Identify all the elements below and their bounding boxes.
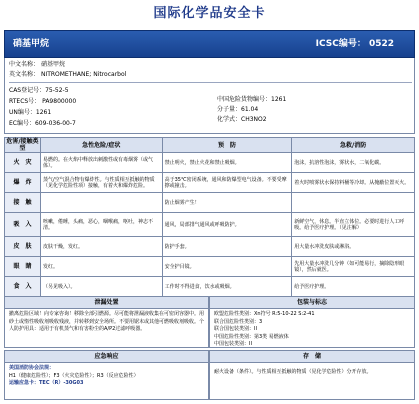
- hazard-category: 火 灾: [5, 153, 41, 173]
- col-header-type: 危害/接触类型: [6, 138, 39, 153]
- un-packing-group: 联合国包装类别：II: [214, 326, 257, 332]
- hazard-symptoms: （另见吸入）。: [40, 277, 162, 297]
- hazard-row-inhalation: [5, 213, 415, 237]
- hazard-symptoms: 皮肤干燥，发红。: [40, 237, 162, 257]
- col-header-symptoms: 急性危险/症状: [40, 138, 162, 153]
- hazard-first-aid: 用大量水冲洗皮肤或淋浴。: [292, 237, 415, 257]
- hazard-category: 接 触: [5, 193, 41, 213]
- spill-section: [4, 296, 209, 348]
- packaging-section: [209, 296, 415, 348]
- hazard-category: 吸 入: [5, 213, 41, 237]
- hazard-category: 皮 肤: [5, 237, 41, 257]
- hazard-row-eyes: [5, 257, 415, 277]
- en-name-label: 英文名称：: [9, 71, 40, 78]
- hazard-category: 爆 炸: [5, 173, 41, 193]
- col-header-first-aid: 急救/消防: [292, 138, 415, 153]
- hazard-symptoms: 咳嗽，倦睡，头痛，恶心，咽喉痛，呕吐，神志不清。: [40, 213, 162, 237]
- cn-danger-number: 中国危险货物编号：1261: [217, 96, 287, 103]
- hazard-prevention: 通风，局部排气通风或呼吸防护。: [162, 213, 292, 237]
- title-bar: [4, 30, 415, 58]
- cn-packing-group: 中国包装类别：II: [214, 341, 252, 347]
- eu-classification: 欧盟危险性类别：Xn符号 R:5-10-22 S:2-41: [214, 311, 315, 317]
- en-name-row: [9, 71, 126, 78]
- molecular-weight: 分子量：61.04: [217, 106, 259, 113]
- nfpa-ratings: H1（健康危险性）；F3（火灾危险性）；R3（反应危险性）: [9, 372, 139, 379]
- un-number: UN编号：1261: [9, 109, 52, 116]
- hazard-prevention: 防护手套。: [162, 237, 292, 257]
- hazard-row-skin: [5, 237, 415, 257]
- packaging-body: [210, 309, 414, 351]
- nfpa-label: 美国消防协会法规：: [9, 365, 55, 371]
- col-header-prevention: 预 防: [162, 138, 292, 153]
- hazard-row-exposure: [5, 193, 415, 213]
- chemical-name: 硝基甲烷: [13, 39, 50, 49]
- hazard-symptoms: [40, 193, 162, 213]
- emergency-title: 应急响应: [5, 351, 208, 363]
- storage-section: [209, 350, 415, 400]
- hazard-symptoms: 易燃的。在火焰中释放出刺激性或有毒烟雾（或气体）。: [40, 153, 162, 173]
- cn-name-label: 中文名称：: [9, 61, 40, 68]
- cas-number: CAS登记号：75-52-5: [9, 87, 69, 94]
- hazard-header-row: [5, 138, 415, 153]
- chemical-formula: 化学式：CH3NO2: [217, 116, 267, 123]
- hazard-table: [4, 137, 415, 297]
- cn-name-value: 硝基甲烷: [40, 61, 65, 68]
- cn-classification: 中国危险性类别：第3类 易燃液体: [214, 333, 289, 340]
- storage-title: 存 储: [210, 351, 414, 363]
- hazard-row-ingestion: [5, 277, 415, 297]
- storage-text: 耐火设备（条件）。与性质相互抵触的物质（见化学危险性）分开存放。: [214, 369, 372, 375]
- emergency-body: [5, 363, 208, 390]
- rtecs-number: RTECS号： PA9800000: [9, 98, 77, 105]
- hazard-row-fire: [5, 153, 415, 173]
- hazard-first-aid: 先用大量水冲洗几分钟（如可能易行，摘除隐形眼镜），然后就医。: [292, 257, 415, 277]
- en-name-value: NITROMETHANE; Nitrocarbol: [40, 71, 127, 78]
- spill-text: 撤离危险区域！向专家咨询！移除全部引燃源。尽可能将泄漏液收集在可密闭容器中。用砂土或惰性吸收剂吸收残液，并转移到安全场所。不要用锯末或其他可燃吸收剂吸收。个人防护用具：适用于有机蒸气和有害粉尘的A/P2过滤呼吸器。: [9, 311, 205, 332]
- hazard-first-aid: 新鲜空气，休息。半直立体位。必要时进行人工呼吸。给予医疗护理。（见注解）: [292, 213, 415, 237]
- hazard-category: 眼 睛: [5, 257, 41, 277]
- un-classification: 联合国危险性类别：3: [214, 318, 263, 325]
- hazard-first-aid: 着火时喷雾状水保持料桶等冷却。从掩蔽位置灭火。: [292, 173, 415, 193]
- hazard-prevention: 安全护目镜。: [162, 257, 292, 277]
- hazard-category: 食 入: [5, 277, 41, 297]
- hazard-row-explosion: [5, 173, 415, 193]
- hazard-first-aid: 泡沫，抗溶性泡沫，雾状水，二氧化碳。: [292, 153, 415, 173]
- packaging-title: 包装与标志: [210, 297, 414, 309]
- hazard-prevention: 工作时不得进食，饮水或吸烟。: [162, 277, 292, 297]
- transport-card: 运输应急卡：TEC（R）-30G03: [9, 380, 84, 386]
- hazard-prevention: 高于35℃密闭系统，通风和防爆型电气设备。不要受摩擦或撞击。: [162, 173, 292, 193]
- divider: [9, 82, 412, 83]
- hazard-prevention: 防止烟雾产生！: [162, 193, 292, 213]
- icsc-number: ICSC编号： 0522: [315, 39, 394, 49]
- hazard-prevention: 禁止明火，禁止火花和禁止吸烟。: [162, 153, 292, 173]
- hazard-symptoms: 发红。: [40, 257, 162, 277]
- spill-title: 泄漏处置: [5, 297, 208, 309]
- hazard-first-aid: 给予医疗护理。: [292, 277, 415, 297]
- identification-section: [4, 58, 415, 134]
- page-title: 国际化学品安全卡: [153, 6, 266, 21]
- emergency-section: [4, 350, 209, 400]
- ec-number: EC编号：609-036-00-7: [9, 120, 76, 127]
- cn-name-row: [9, 61, 65, 68]
- hazard-symptoms: 蒸气/空气混合物有爆炸性。与性质相互抵触的物质（见化学危险性项）接触，有着火和爆炸危险。: [40, 173, 162, 193]
- hazard-first-aid: [292, 193, 415, 213]
